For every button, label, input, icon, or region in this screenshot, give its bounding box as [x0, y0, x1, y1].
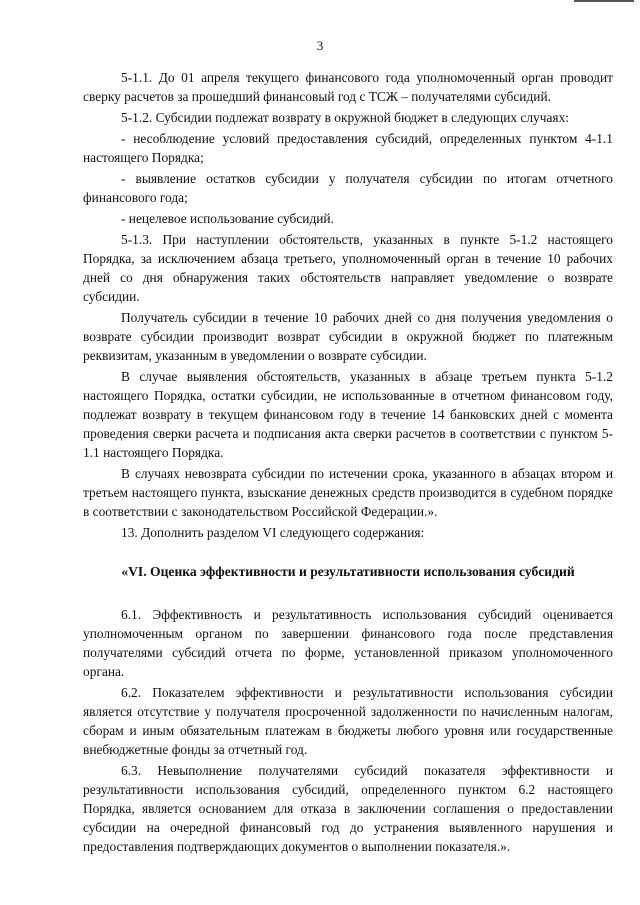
- paragraph-5-1-3: 5-1.3. При наступлении обстоятельств, указанных в пункте 5-1.2 настоящего Порядка, за исключением абзаца третьего, уполномоченный орган в течение 10 рабочих дней со дня обнаружения таких обстоятельств направляет уведомление о возврате субсидии.: [83, 232, 613, 304]
- paragraph-recipient-return: Получатель субсидии в течение 10 рабочих дней со дня получения уведомления о возврате субсидии производит возврат субсидии в окружной бюджет по платежным реквизитам, указанным в уведомлении о возврате субсидии.: [83, 310, 613, 363]
- paragraph-5-1-2: 5-1.2. Субсидии подлежат возврату в окружной бюджет в следующих случаях:: [121, 110, 570, 125]
- paragraph-6-2: 6.2. Показателем эффективности и результативности использования субсидии является отсутствие у получателя просроченной задолженности по начисленным налогам, сборам и иным обязательным платежам в бюджеты любого уровня или государственные внебюджетные фонды за отчетный год.: [83, 685, 613, 757]
- paragraph-judicial-recovery: В случаях невозврата субсидии по истечении срока, указанного в абзацах втором и третьем настоящего пункта, взыскание денежных средств производится в судебном порядке в соответствии с законодательством Российской Федерации.».: [83, 466, 613, 519]
- document-body: [83, 68, 613, 858]
- paragraph-6-3: 6.3. Невыполнение получателями субсидий показателя эффективности и результативности использования субсидий, определенного пунктом 6.2 настоящего Порядка, является основанием для отказа в заключении соглашения о предоставлении субсидии на очередной финансовый год до устранения выявленного нарушения и предоставления подтверждающих документов о выполнении показателя.».: [83, 763, 613, 854]
- paragraph-5-1-1: 5-1.1. До 01 апреля текущего финансового года уполномоченный орган проводит сверку расчетов за прошедший финансовый год с ТСЖ – получателями субсидий.: [83, 70, 613, 104]
- page-number: 3: [316, 38, 324, 53]
- list-item-remainders: - выявление остатков субсидии у получателя субсидии по итогам отчетного финансового года;: [83, 171, 613, 205]
- list-item-noncompliance: - несоблюдение условий предоставления субсидий, определенных пунктом 4-1.1 настоящего Порядка;: [83, 131, 613, 165]
- section-heading-vi: «VI. Оценка эффективности и результативности использования субсидий: [121, 564, 575, 579]
- paragraph-13: 13. Дополнить разделом VI следующего содержания:: [121, 525, 425, 540]
- paragraph-6-1: 6.1. Эффективность и результативность использования субсидий оценивается уполномоченным органом по завершении финансового года после представления получателями субсидий отчета по форме, установленной приказом уполномоченного органа.: [83, 607, 613, 679]
- top-border-line: [574, 0, 634, 2]
- paragraph-remainders-return: В случае выявления обстоятельств, указанных в абзаце третьем пункта 5-1.2 настоящего Порядка, остатки субсидии, не использованные в отчетном финансовом году, подлежат возврату в текущем финансовом году в течение 14 банковских дней с момента проведения сверки расчета и подписания акта сверки расчетов в соответствии с пунктом 5-1.1 настоящего Порядка.: [83, 369, 613, 460]
- list-item-misuse: - нецелевое использование субсидий.: [121, 211, 334, 226]
